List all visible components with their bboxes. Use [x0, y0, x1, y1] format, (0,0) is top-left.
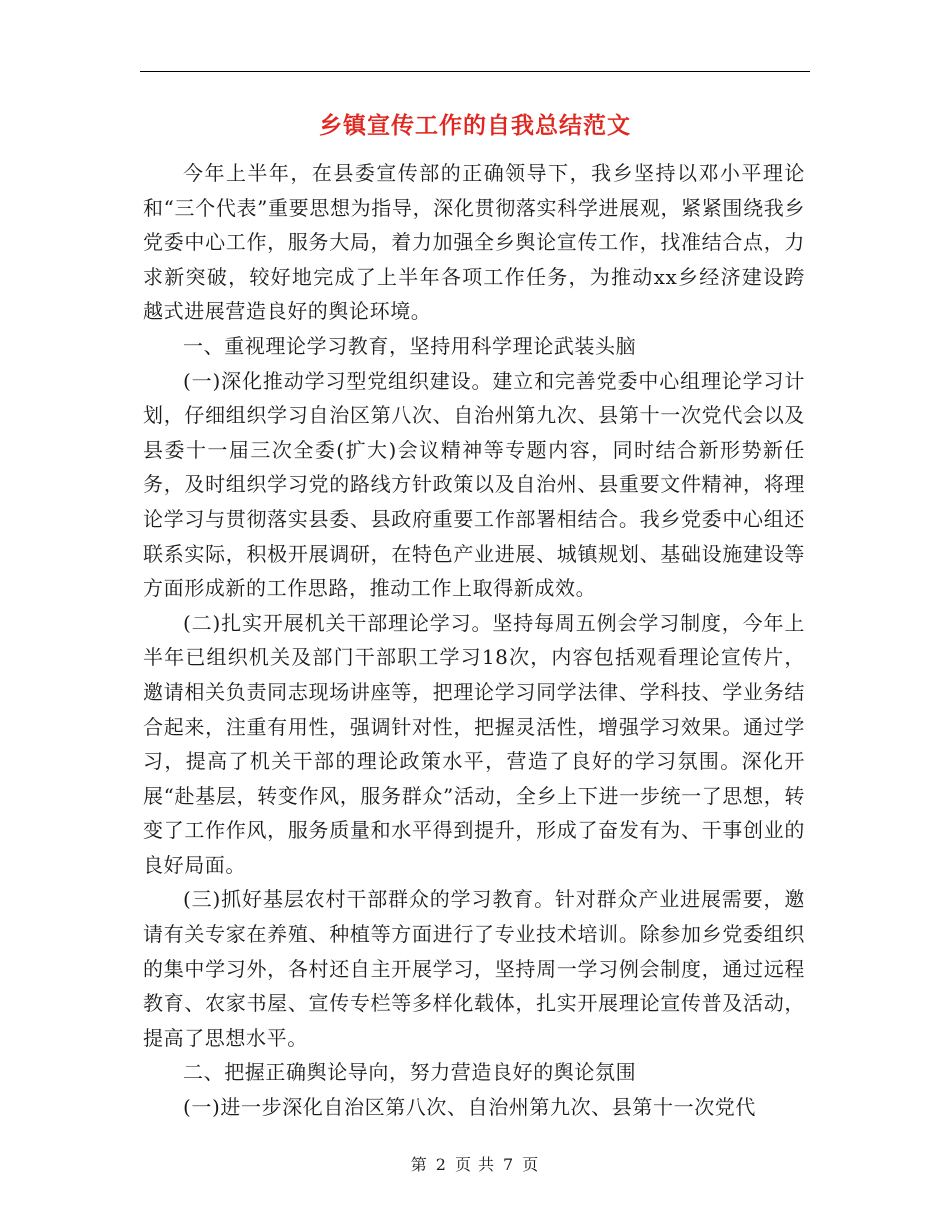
section-heading-2: 二、把握正确舆论导向，努力营造良好的舆论氛围 [183, 1060, 637, 1085]
paragraph-1-2: (二)扎实开展机关干部理论学习。坚持每周五例会学习制度，今年上半年已组织机关及部门干部职工学习18次，内容包括观看理论宣传片，邀请相关负责同志现场讲座等，把理论学习同学法律、学科技、学业务结合起来，注重有用性，强调针对性，把握灵活性，增强学习效果。通过学习，提高了机关干部的理论政策水平，营造了良好的学习氛围。深化开展“赴基层，转变作风，服务群众”活动，全乡上下进一步统一了思想，转变了工作作风，服务质量和水平得到提升，形成了奋发有为、干事创业的良好局面。 [143, 610, 805, 877]
paragraph-intro: 今年上半年，在县委宣传部的正确领导下，我乡坚持以邓小平理论和“三个代表”重要思想为指导，深化贯彻落实科学进展观，紧紧围绕我乡党委中心工作，服务大局，着力加强全乡舆论宣传工作，找准结合点，力求新突破，较好地完成了上半年各项工作任务，为推动xx乡经济建设跨越式进展营造良好的舆论环境。 [143, 161, 805, 324]
footer-prefix: 第 [410, 1155, 428, 1174]
paragraph-1-3: (三)抓好基层农村干部群众的学习教育。针对群众产业进展需要，邀请有关专家在养殖、种植等方面进行了专业技术培训。除参加乡党委组织的集中学习外，各村还自主开展学习，坚持周一学习例会制度，通过远程教育、农家书屋、宣传专栏等多样化载体，扎实开展理论宣传普及活动，提高了思想水平。 [143, 887, 805, 1050]
paragraph-1-1: (一)深化推动学习型党组织建设。建立和完善党委中心组理论学习计划，仔细组织学习自治区第八次、自治州第九次、县第十一次党代会以及县委十一届三次全委(扩大)会议精神等专题内容，同时结合新形势新任务，及时组织学习党的路线方针政策以及自治州、县重要文件精神，将理论学习与贯彻落实县委、县政府重要工作部署相结合。我乡党委中心组还联系实际，积极开展调研，在特色产业进展、城镇规划、基础设施建设等方面形成新的工作思路，推动工作上取得新成效。 [143, 368, 805, 601]
section-heading-1: 一、重视理论学习教育，坚持用科学理论武装头脑 [183, 333, 637, 358]
paragraph-2-1: (一)进一步深化自治区第八次、自治州第九次、县第十一次党代 [183, 1095, 757, 1120]
footer-current-page: 2 [435, 1155, 447, 1174]
document-body [143, 156, 805, 1125]
footer-middle: 页 共 [454, 1155, 496, 1174]
document-title: 乡镇宣传工作的自我总结范文 [319, 112, 631, 139]
header-rule [140, 71, 810, 72]
page-footer [0, 1152, 950, 1175]
footer-total-pages: 7 [503, 1155, 515, 1174]
footer-suffix: 页 [522, 1155, 540, 1174]
